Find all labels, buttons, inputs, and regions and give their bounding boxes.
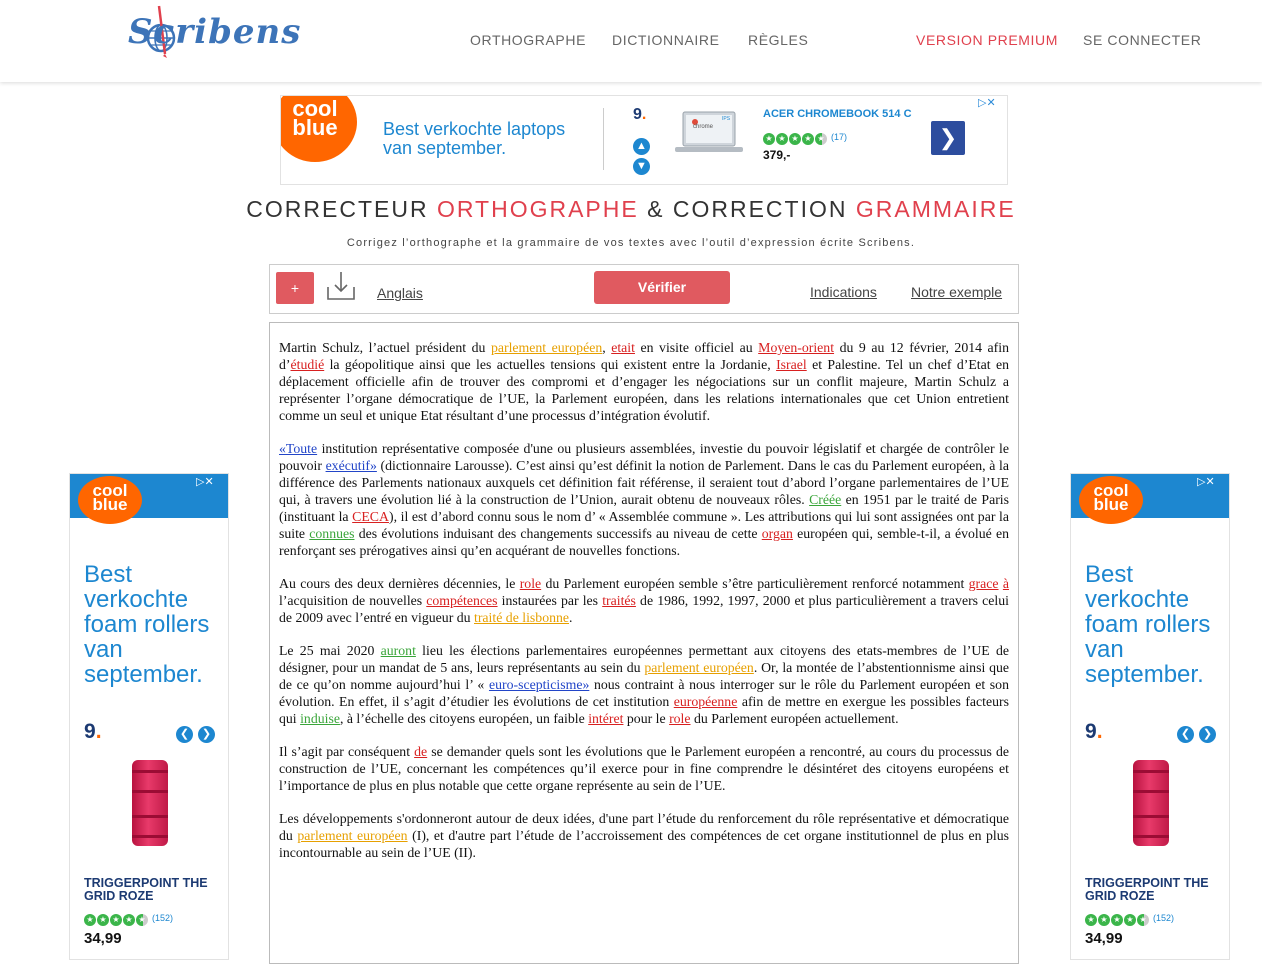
coolblue-logo-line1: cool xyxy=(92,481,128,500)
error-word[interactable]: euro-scepticisme» xyxy=(488,677,590,692)
ad-headline: Best verkochte foam rollers van september. xyxy=(84,561,210,688)
error-word[interactable]: auront xyxy=(380,643,416,658)
star-icon: ★ xyxy=(110,914,122,926)
logo-text[interactable]: Scribens xyxy=(128,12,302,52)
paragraph-3: Au cours des deux dernières décennies, le role du Parlement européen semble s’être particulièrement renforcé notamment grace à l’acquisition de nouvelles compétences instaurées par les traités de 1986, 1992, 1997, 2000 et plus particulièrement a travers celui de 2009 avec l’entré en vigueur du traité de lisbonne. xyxy=(279,576,1009,625)
error-word[interactable]: CECA xyxy=(352,509,389,524)
ad-product-name: ACER CHROMEBOOK 514 C xyxy=(763,108,912,120)
page-subtitle: Corrigez l’orthographe et la grammaire de vos textes avec l’outil d’expression écrite Scribens. xyxy=(346,237,916,249)
error-word[interactable]: compétences xyxy=(426,593,498,608)
coolblue-logo-line2: blue xyxy=(1093,495,1129,515)
error-word[interactable]: organ xyxy=(761,526,793,541)
error-word[interactable]: à xyxy=(1002,576,1009,591)
coolblue-logo-line2: blue xyxy=(92,495,128,515)
error-word[interactable]: role xyxy=(519,576,542,591)
error-word[interactable]: Israel xyxy=(776,357,807,372)
chevron-left-icon[interactable]: ❮ xyxy=(1177,726,1194,743)
nav-regles[interactable]: RÈGLES xyxy=(748,32,809,48)
error-word[interactable]: etait xyxy=(611,340,635,355)
verify-button[interactable]: Vérifier xyxy=(594,271,730,304)
text-editor[interactable] xyxy=(269,322,1019,964)
editor-toolbar xyxy=(269,264,1019,314)
coolblue-logo xyxy=(1079,476,1143,524)
ad-divider xyxy=(603,108,604,170)
error-word[interactable]: étudié xyxy=(290,357,325,372)
ad-headline: Best verkochte foam rollers van september. xyxy=(1085,561,1211,688)
language-selector[interactable]: Anglais xyxy=(377,285,423,301)
error-word[interactable]: connues xyxy=(309,526,355,541)
ad-product-name: TRIGGERPOINT THE GRID ROZE xyxy=(1085,876,1209,903)
chevron-left-icon[interactable]: ❮ xyxy=(176,726,193,743)
coolblue-logo xyxy=(78,476,142,524)
coolblue-logo-line2: blue xyxy=(292,114,338,140)
star-icon: ★ xyxy=(1098,914,1110,926)
error-word[interactable]: parlement européen xyxy=(644,660,754,675)
error-word[interactable]: exécutif» xyxy=(325,458,377,473)
laptop-screen-label: chrome xyxy=(693,124,714,130)
paragraph-2: «Toute institution représentative composée d'une ou plusieurs assemblées, investie du pouvoir législatif et chargée de contrôler le pouvoir exécutif» (dictionnaire Larousse). C’est ainsi qu’est définit la notion de Parlement. Dans le cas du Parlement européen, à la différence des Parlements nationaux auxquels cet définition fait référense, il seraient tout d’abord l’organe parlementaires de l’UE qui, à travers une évolution lié à la construction de l’Union, aurait obtenu de nouveaux rôles. Créée en 1951 par le traité de Paris (instituant la CECA), il est d’abord connu sous le nom d’ « Assemblée commune ». Les attributions qui lui sont assignées ont par la suite connues des évolutions induisant des changements successifs au niveau de cette organ européen qui, semble-t-il, a évolué en renforçant ses prérogatives ainsi qu’en acquérant de nouvelles fonctions. xyxy=(279,441,1009,558)
coolblue-logo-line1: cool xyxy=(1093,481,1129,500)
star-icon: ★ xyxy=(84,914,96,926)
ad-price: 34,99 xyxy=(1085,930,1123,947)
error-word[interactable]: Moyen-orient xyxy=(758,340,835,355)
foam-roller-image xyxy=(132,760,168,846)
adchoices-icon[interactable]: ▷✕ xyxy=(1197,476,1215,488)
coolblue-logo xyxy=(280,95,357,162)
error-word[interactable]: de xyxy=(414,744,428,759)
laptop-screen-badge: IPS xyxy=(722,116,731,122)
half-star-icon: ★ xyxy=(1137,914,1149,926)
indications-link[interactable]: Indications xyxy=(810,284,877,300)
star-icon: ★ xyxy=(776,133,788,145)
half-star-icon: ★ xyxy=(815,133,827,145)
left-side-ad[interactable] xyxy=(69,473,229,960)
example-link[interactable]: Notre exemple xyxy=(911,284,1003,300)
adchoices-icon[interactable]: ▷✕ xyxy=(196,476,214,488)
nav-dictionnaire[interactable]: DICTIONNAIRE xyxy=(612,32,720,48)
error-word[interactable]: grace xyxy=(968,576,999,591)
right-side-ad[interactable] xyxy=(1070,473,1230,960)
ad-headline: Best verkochte laptops van september. xyxy=(383,119,566,158)
ad-rank: 9. xyxy=(1085,720,1103,743)
ad-review-count: (152) xyxy=(152,913,174,923)
add-button[interactable]: + xyxy=(276,272,314,304)
star-icon: ★ xyxy=(123,914,135,926)
error-word[interactable]: «Toute xyxy=(279,441,318,456)
star-icon: ★ xyxy=(789,133,801,145)
half-star-icon: ★ xyxy=(136,914,148,926)
nav-version-premium[interactable]: VERSION PREMIUM xyxy=(916,32,1059,48)
foam-roller-image xyxy=(1133,760,1169,846)
star-icon: ★ xyxy=(763,133,775,145)
ad-rating xyxy=(84,909,173,927)
chevron-right-icon[interactable]: ❯ xyxy=(1199,726,1216,743)
error-word[interactable]: parlement européen xyxy=(297,828,408,843)
arrow-down-icon[interactable]: ▼ xyxy=(633,158,650,175)
error-word[interactable]: européenne xyxy=(673,694,738,709)
star-icon: ★ xyxy=(802,133,814,145)
paragraph-1: Martin Schulz, l’actuel président du parlement européen, etait en visite officiel au Moyen-orient du 9 au 12 février, 2014 afin d’étudié la géopolitique ainsi que les actuelles tensions qui existent entre la Jordanie, Israel et Palestine. Tel un chef d’Etat en déplacement officielle afin de trouver des compromi et d’engager les négociations sur un conflit majeure, Martin Schulz a représenter l’organe démocratique de l’UE, la Parlement européen, dans les relations internationales que cet Union entretient comme un seul et unique Etat résultant d’une processus d’intégration évolutif. xyxy=(279,340,1010,423)
nav-se-connecter[interactable]: SE CONNECTER xyxy=(1083,32,1202,48)
paragraph-5: Il s’agit par conséquent de se demander quels sont les évolutions que le Parlement européen a rencontré, au cours du processus de construction de l’UE, concernant les compétences qu’il exerce pour in fine comprendre le désintéret des citoyens européens et l’importance de plus en plus notable que cette organe représente au sein de l’UE. xyxy=(279,744,1009,793)
ad-product-name: TRIGGERPOINT THE GRID ROZE xyxy=(84,876,208,903)
star-icon: ★ xyxy=(1111,914,1123,926)
paragraph-4: Le 25 mai 2020 auront lieu les élections parlementaires européennes permettant aux citoyens des etats-membres de l’UE de désigner, pour un mandat de 5 ans, leurs représentants au sein du parlement européen. Or, la montée de l’abstentionnisme ainsi que de ce qu’on nomme aujourd’hui l’ « euro-scepticisme» nous contraint à nous interroger sur le rôle du Parlement européen et son évolution. En effet, il s’agit d’étudier les évolutions de cet institution européenne afin de mettre en exergue les possibles facteurs qui induise, à l’échelle des citoyens européen, un faible intéret pour le role du Parlement européen actuellement. xyxy=(279,643,1009,726)
top-navbar xyxy=(0,0,1262,82)
star-icon: ★ xyxy=(97,914,109,926)
error-word[interactable]: parlement européen xyxy=(490,340,603,355)
ad-rating xyxy=(1085,909,1174,927)
error-word[interactable]: induise xyxy=(300,711,340,726)
chevron-right-icon[interactable]: ❯ xyxy=(198,726,215,743)
ad-price: 34,99 xyxy=(84,930,122,947)
page-title: CORRECTEUR ORTHOGRAPHE & CORRECTION GRAMMAIRE xyxy=(246,196,1016,222)
laptop-image xyxy=(673,110,745,158)
import-file-icon[interactable] xyxy=(324,269,358,303)
adchoices-icon[interactable]: ▷✕ xyxy=(978,97,996,109)
error-word[interactable]: traités xyxy=(602,593,636,608)
ad-rank: 9. xyxy=(84,720,102,743)
chevron-right-icon[interactable]: ❯ xyxy=(931,121,965,155)
ad-rating xyxy=(763,128,847,146)
error-word[interactable]: intéret xyxy=(588,711,624,726)
paragraph-6: Les développements s'ordonneront autour de deux idées, d'une part l’étude du renforcement du rôle représentative et démocratique du parlement européen (I), et d'autre part l’étude de l’accroissement des compétences de cet organe institutionnel de plus en plus incontournable au sein de l’UE (II). xyxy=(279,811,1010,860)
error-word[interactable]: Créée xyxy=(809,492,842,507)
error-word[interactable]: traité de lisbonne xyxy=(474,610,570,625)
star-icon: ★ xyxy=(1085,914,1097,926)
editor-content[interactable] xyxy=(279,339,1009,877)
nav-orthographe[interactable]: ORTHOGRAPHE xyxy=(470,32,587,48)
ad-rank: 9. xyxy=(633,106,647,123)
error-word[interactable]: role xyxy=(669,711,691,726)
ad-review-count: (17) xyxy=(831,132,848,142)
top-banner-ad[interactable] xyxy=(280,95,1008,185)
ad-review-count: (152) xyxy=(1153,913,1175,923)
star-icon: ★ xyxy=(1124,914,1136,926)
arrow-up-icon[interactable]: ▲ xyxy=(633,138,650,155)
ad-price: 379,- xyxy=(763,148,791,162)
coolblue-logo-line1: cool xyxy=(292,96,338,121)
